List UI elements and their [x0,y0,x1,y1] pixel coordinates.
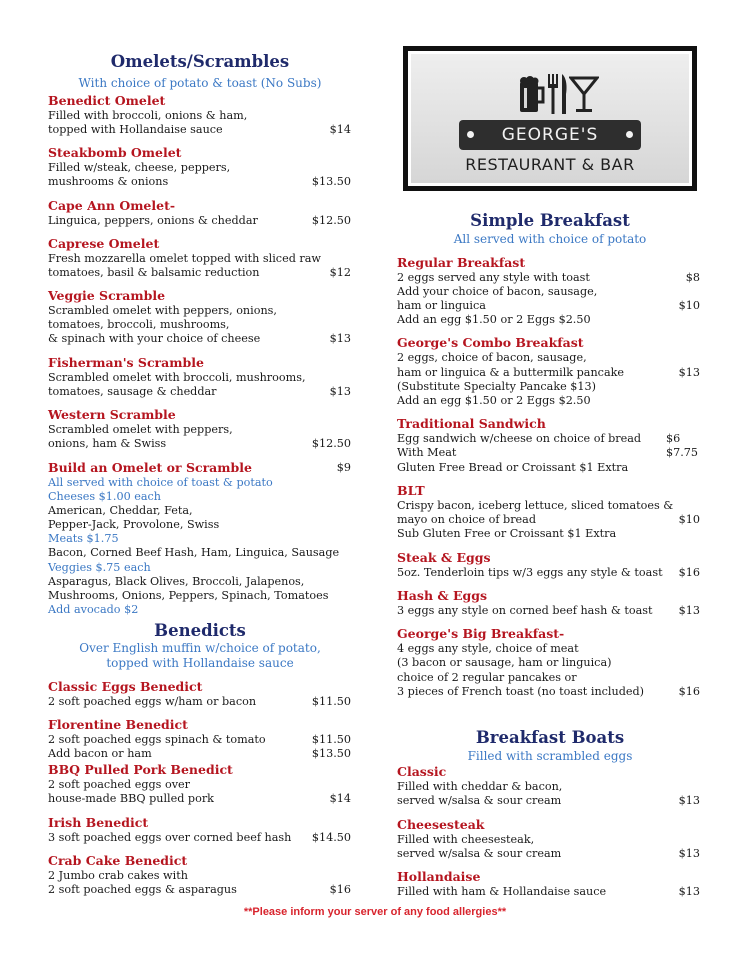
menu-item-desc: Filled with broccoli, onions & ham, [48,109,248,122]
menu-item-price: $14 [329,123,351,136]
menu-item-desc: 2 Jumbo crab cakes with [48,869,188,882]
menu-item-name: Irish Benedict [48,815,149,830]
menu-item-desc: tomatoes, broccoli, mushrooms, [48,318,230,331]
simple-breakfast-subtitle: All served with choice of potato [453,232,647,246]
menu-item-desc: 3 eggs any style on corned beef hash & toast [397,604,653,617]
menu-item-name: Cheesesteak [397,817,485,832]
omelets-section-subtitle: With choice of potato & toast (No Subs) [78,76,322,90]
logo-subtitle: RESTAURANT & BAR [465,155,635,174]
menu-item-name: Crab Cake Benedict [48,853,188,868]
menu-item-desc: Sub Gluten Free or Croissant $1 Extra [397,527,617,540]
menu-item-desc: Add your choice of bacon, sausage, [397,285,598,298]
menu-item-desc: 3 soft poached eggs over corned beef hash [48,831,292,844]
logo-name-banner: GEORGE'S [459,120,641,150]
menu-item-price: $8 [685,271,700,284]
menu-item-desc: Filled with ham & Hollandaise sauce [397,885,607,898]
menu-item-desc: Linguica, peppers, onions & cheddar [48,214,258,227]
menu-item-desc: house-made BBQ pulled pork [48,792,214,805]
omelets-section-title: Omelets/Scrambles [110,52,290,71]
menu-item-desc: ham or linguica & a buttermilk pancake [397,366,625,379]
menu-item-desc: (3 bacon or sausage, ham or linguica) [397,656,612,669]
menu-item-desc: & spinach with your choice of cheese [48,332,261,345]
menu-item-name: Hollandaise [397,869,481,884]
breakfast-boats-subtitle: Filled with scrambled eggs [467,749,633,763]
menu-item-name: Classic [397,764,447,779]
menu-item-price: $16 [329,883,351,896]
menu-item-desc: topped with Hollandaise sauce [48,123,223,136]
banner-dot-left [467,131,474,138]
menu-item-name: BLT [397,483,425,498]
veggie-options: Mushrooms, Onions, Peppers, Spinach, Tomatoes [48,589,329,602]
menu-item-desc: Scrambled omelet with broccoli, mushrooms, [48,371,306,384]
cheese-options: American, Cheddar, Feta, [48,504,193,517]
menu-item-name: Fisherman's Scramble [48,355,204,370]
menu-item-desc: Crispy bacon, iceberg lettuce, sliced tomatoes & [397,499,674,512]
menu-item-desc: tomatoes, basil & balsamic reduction [48,266,260,279]
menu-item-desc: choice of 2 regular pancakes or [397,671,577,684]
menu-item-price: $6 [666,432,681,445]
menu-item-price: $16 [678,566,700,579]
build-note: All served with choice of toast & potato [48,476,273,489]
veggie-label: Veggies $.75 each [48,561,151,574]
menu-item-price: $13 [678,604,700,617]
menu-item-name: BBQ Pulled Pork Benedict [48,762,233,777]
knife-icon [559,74,569,114]
benedicts-section-subtitle: Over English muffin w/choice of potato, [79,641,321,655]
martini-glass-icon [569,76,599,114]
avocado-addon: Add avocado $2 [48,603,139,616]
menu-item-price: $13 [678,366,700,379]
menu-item-desc: Add an egg $1.50 or 2 Eggs $2.50 [397,313,591,326]
menu-item-desc: 4 eggs any style, choice of meat [397,642,579,655]
menu-item-price: $12.50 [311,214,351,227]
meat-label: Meats $1.75 [48,532,119,545]
menu-item-desc: 2 soft poached eggs spinach & tomato [48,733,266,746]
menu-item-desc: served w/salsa & sour cream [397,794,562,807]
menu-item-price: $13.50 [311,175,351,188]
menu-item-desc: mushrooms & onions [48,175,169,188]
menu-item-price: $13 [329,385,351,398]
benedicts-section-subtitle: topped with Hollandaise sauce [106,656,294,670]
restaurant-logo [403,46,697,191]
menu-item-desc: Scrambled omelet with peppers, [48,423,233,436]
breakfast-boats-title: Breakfast Boats [475,728,625,747]
menu-item-price: $14.50 [311,831,351,844]
banner-dot-right [626,131,633,138]
menu-item-desc: Fresh mozzarella omelet topped with sliced raw [48,252,322,265]
menu-item-name: Benedict Omelet [48,93,166,108]
menu-item-name: Western Scramble [48,407,176,422]
menu-item-price: $7.75 [666,446,699,459]
menu-item-name: Steakbomb Omelet [48,145,182,160]
cheese-options: Pepper-Jack, Provolone, Swiss [48,518,220,531]
menu-item-desc: 2 eggs, choice of bacon, sausage, [397,351,587,364]
menu-item-desc: Gluten Free Bread or Croissant $1 Extra [397,461,629,474]
menu-item-desc: onions, ham & Swiss [48,437,167,450]
menu-item-name: Caprese Omelet [48,236,160,251]
cheese-label: Cheeses $1.00 each [48,490,162,503]
simple-breakfast-title: Simple Breakfast [470,211,630,230]
menu-item-price: $10 [678,513,700,526]
menu-item-desc: Egg sandwich w/cheese on choice of bread [397,432,642,445]
menu-item-desc: Filled with cheddar & bacon, [397,780,563,793]
menu-item-name: Build an Omelet or Scramble [48,460,252,475]
menu-item-desc: Add bacon or ham [48,747,152,760]
menu-item-price: $10 [678,299,700,312]
menu-item-desc: served w/salsa & sour cream [397,847,562,860]
meat-options: Bacon, Corned Beef Hash, Ham, Linguica, Sausage [48,546,340,559]
menu-item-desc: Scrambled omelet with peppers, onions, [48,304,277,317]
menu-item-price: $12.50 [311,437,351,450]
veggie-options: Asparagus, Black Olives, Broccoli, Jalapenos, [48,575,305,588]
menu-item-desc: 3 pieces of French toast (no toast included) [397,685,645,698]
menu-item-desc: With Meat [397,446,457,459]
menu-item-desc: 2 soft poached eggs & asparagus [48,883,237,896]
menu-item-desc: ham or linguica [397,299,486,312]
menu-item-desc: 2 eggs served any style with toast [397,271,590,284]
menu-item-name: Traditional Sandwich [397,416,546,431]
menu-item-name: Florentine Benedict [48,717,188,732]
menu-item-name: Regular Breakfast [397,255,526,270]
menu-item-price: $11.50 [311,733,351,746]
menu-item-name: George's Big Breakfast- [397,626,565,641]
menu-item-name: Steak & Eggs [397,550,491,565]
menu-item-price: $13 [678,847,700,860]
menu-item-name: Cape Ann Omelet- [48,198,176,213]
menu-item-desc: Add an egg $1.50 or 2 Eggs $2.50 [397,394,591,407]
menu-item-desc: mayo on choice of bread [397,513,537,526]
menu-item-desc: (Substitute Specialty Pancake $13) [397,380,597,393]
menu-item-price: $13.50 [311,747,351,760]
menu-item-desc: 2 soft poached eggs over [48,778,190,791]
menu-item-price: $11.50 [311,695,351,708]
menu-item-price: $14 [329,792,351,805]
menu-item-price: $12 [329,266,351,279]
menu-item-desc: tomatoes, sausage & cheddar [48,385,217,398]
logo-panel [411,54,689,183]
menu-item-desc: 5oz. Tenderloin tips w/3 eggs any style & toast [397,566,663,579]
menu-item-name: Veggie Scramble [48,288,166,303]
menu-item-name: Hash & Eggs [397,588,488,603]
menu-item-desc: Filled w/steak, cheese, peppers, [48,161,231,174]
fork-icon [547,74,559,114]
menu-item-price: $16 [678,685,700,698]
menu-item-price: $9 [336,461,351,474]
menu-item-desc: 2 soft poached eggs w/ham or bacon [48,695,257,708]
menu-item-name: George's Combo Breakfast [397,335,584,350]
menu-item-name: Classic Eggs Benedict [48,679,203,694]
menu-item-desc: Filled with cheesesteak, [397,833,535,846]
beer-mug-icon [517,76,547,114]
menu-item-price: $13 [678,885,700,898]
benedicts-section-title: Benedicts [154,621,246,640]
menu-item-price: $13 [329,332,351,345]
allergy-notice: **Please inform your server of any food allergies** [243,906,507,918]
menu-item-price: $13 [678,794,700,807]
